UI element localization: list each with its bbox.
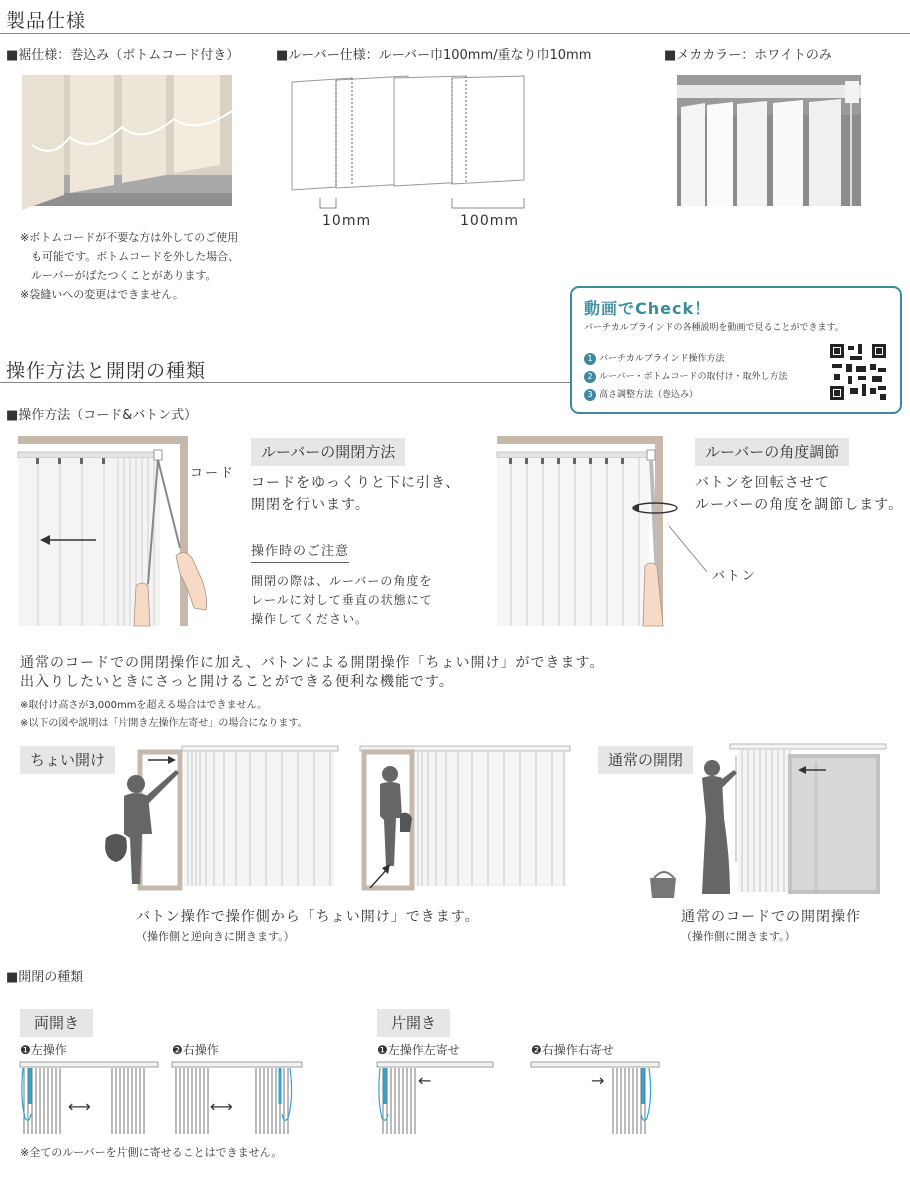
- video-check-box[interactable]: [570, 286, 902, 414]
- video-item-text: ルーバー・ボトムコードの取付け・取外し方法: [599, 372, 788, 382]
- video-item-text: 高さ調整方法（巻込み）: [599, 390, 699, 400]
- qr-code-icon[interactable]: [830, 344, 886, 400]
- video-item-num: 3: [584, 389, 596, 401]
- both-left-label: ❶左操作: [20, 1043, 67, 1057]
- spec-title: 製品仕様: [6, 10, 87, 32]
- louver-dimension-diagram: [290, 76, 530, 226]
- spec-note-3: ルーバーがばたつくことがあります。: [20, 269, 217, 282]
- open-method-title: ルーバーの開閉方法: [251, 438, 405, 466]
- video-check-title: 動画でCheck！: [584, 299, 712, 318]
- cord-tag: コード: [190, 466, 236, 481]
- chotto-tag: ちょい開け: [20, 746, 115, 774]
- normal-caption-sub: （操作側に開きます。）: [681, 930, 796, 943]
- normal-caption: 通常のコードでの開閉操作: [681, 909, 861, 925]
- video-item-num: 1: [584, 353, 596, 365]
- angle-adjust-title: ルーバーの角度調節: [695, 438, 849, 466]
- normal-open-tag: 通常の開閉: [598, 746, 693, 774]
- operation-title: 操作方法と開閉の種類: [6, 360, 207, 382]
- operation-title-rule: [0, 382, 570, 383]
- operation-method-label: ■操作方法（コード&バトン式）: [6, 408, 198, 423]
- types-footnote: ※全てのルーバーを片側に寄せることはできません。: [20, 1146, 283, 1159]
- mecha-photo: [677, 75, 861, 206]
- mecha-color-label: ■メカカラー：ホワイトのみ: [664, 48, 832, 63]
- chotto-lead-2: 出入りしたいときにさっと開けることができる便利な機能です。: [20, 674, 454, 690]
- one-left-arrow-icon: ←: [418, 1071, 432, 1090]
- baton-operation-illustration: [497, 436, 697, 626]
- both-right-diagram: [172, 1060, 312, 1138]
- one-right-arrow-icon: →: [591, 1071, 605, 1090]
- chotto-lead-1: 通常のコードでの開閉操作に加え、バトンによる開閉操作「ちょい開け」ができます。: [20, 655, 605, 671]
- caution-title: 操作時のご注意: [251, 540, 349, 563]
- video-item-2[interactable]: [584, 368, 788, 386]
- open-types-label: ■開閉の種類: [6, 970, 84, 985]
- spec-note-4: ※袋縫いへの変更はできません。: [20, 288, 184, 301]
- both-right-label: ❷右操作: [172, 1043, 219, 1057]
- open-method-text-1: コードをゆっくりと下に引き、: [251, 475, 461, 491]
- video-check-subtitle: バーチカルブラインドの各種説明を動画で見ることができます。: [584, 323, 844, 333]
- both-left-arrow-icon: ⟷: [68, 1097, 91, 1116]
- angle-adjust-text-1: バトンを回転させて: [695, 475, 830, 491]
- spec-note-1: ※ボトムコードが不要な方は外してのご使用: [20, 231, 239, 244]
- spec-note-2: も可能です。ボトムコードを外した場合、: [20, 250, 240, 263]
- video-item-1[interactable]: [584, 350, 788, 368]
- chotto-caption-sub: （操作側と逆向きに開きます。）: [136, 930, 295, 943]
- chotto-note-1: ※取付け高さが3,000mmを超える場合はできません。: [20, 700, 268, 711]
- video-item-text: バーチカルブラインド操作方法: [599, 354, 725, 364]
- open-method-text-2: 開閉を行います。: [251, 497, 370, 513]
- spec-title-rule: [0, 33, 910, 34]
- chotto-note-2: ※以下の図や説明は「片開き左操作左寄せ」の場合になります。: [20, 718, 308, 729]
- one-left-diagram: [377, 1060, 517, 1138]
- louver-spec-label: ■ルーバー仕様：ルーバー巾100mm/重なり巾10mm: [276, 48, 592, 63]
- chotto-open-illustration-1: [100, 742, 340, 892]
- hem-photo: [22, 75, 232, 206]
- one-right-label: ❷右操作右寄せ: [531, 1043, 614, 1057]
- caution-text-2: レールに対して垂直の状態にて: [251, 593, 433, 607]
- hem-spec-label: ■裾仕様：巻込み（ボトムコード付き）: [6, 48, 240, 63]
- video-item-3[interactable]: [584, 386, 788, 404]
- caution-text-1: 開閉の際は、ルーバーの角度を: [251, 574, 433, 588]
- both-open-tag: 両開き: [20, 1009, 93, 1037]
- video-item-num: 2: [584, 371, 596, 383]
- dim-overlap-label: 10mm: [322, 213, 372, 229]
- chotto-caption: バトン操作で操作側から「ちょい開け」できます。: [136, 909, 480, 925]
- normal-open-illustration: [640, 742, 890, 896]
- angle-adjust-text-2: ルーバーの角度を調節します。: [695, 497, 904, 513]
- both-right-arrow-icon: ⟷: [210, 1097, 233, 1116]
- one-left-label: ❶左操作左寄せ: [377, 1043, 460, 1057]
- baton-tag: バトン: [712, 569, 757, 584]
- chotto-open-illustration-2: [358, 742, 572, 892]
- dim-width-label: 100mm: [460, 213, 519, 229]
- one-side-open-tag: 片開き: [377, 1009, 450, 1037]
- caution-text-3: 操作してください。: [251, 612, 369, 626]
